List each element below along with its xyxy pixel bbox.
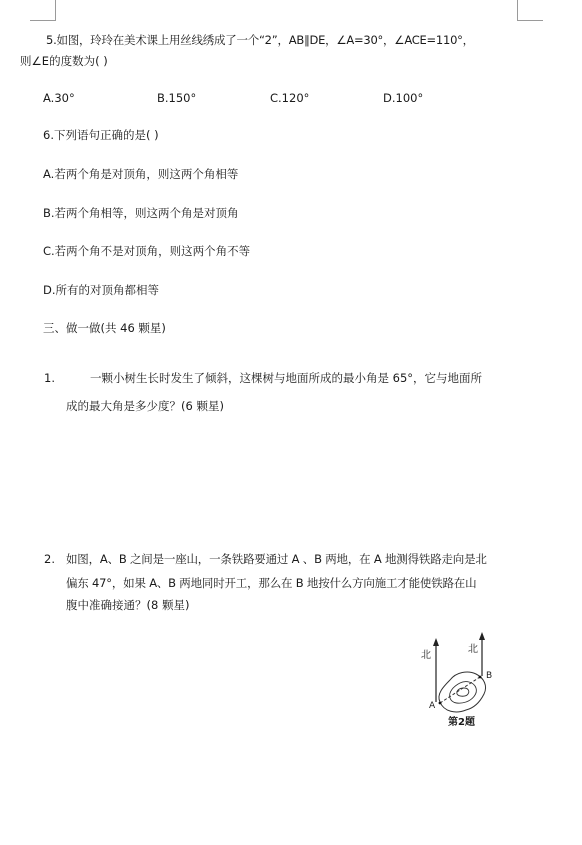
mountain-contour-middle bbox=[450, 682, 477, 704]
point-b-label: B bbox=[486, 671, 493, 681]
problem-1-line1: 一颗小树生长时发生了倾斜，这棵树与地面所成的最小角是 65°，它与地面所 bbox=[90, 371, 483, 385]
problem-2-number: 2. bbox=[44, 552, 55, 566]
crop-mark-right-vertical bbox=[517, 0, 518, 20]
q5-option-a: A.30° bbox=[43, 91, 75, 105]
mountain-contour-peak bbox=[457, 688, 469, 696]
section-3-title: 三、做一做(共 46 颗星) bbox=[43, 321, 166, 335]
q6-option-b: B.若两个角相等，则这两个角是对顶角 bbox=[43, 206, 239, 220]
q5-option-b: B.150° bbox=[157, 91, 197, 105]
point-b-dot bbox=[479, 676, 482, 679]
q5-option-d: D.100° bbox=[383, 91, 424, 105]
q5-line1: 5.如图，玲玲在美术课上用丝线绣成了一个“2”，AB∥DE，∠A=30°，∠ACE=110°， bbox=[46, 33, 474, 47]
problem-1-line2: 成的最大角是多少度？(6 颗星) bbox=[66, 399, 224, 413]
railway-line bbox=[440, 677, 480, 703]
q6-option-a: A.若两个角是对顶角，则这两个角相等 bbox=[43, 167, 239, 181]
q5-option-c: C.120° bbox=[270, 91, 310, 105]
problem-2-line3: 腹中准确接通？(8 颗星) bbox=[66, 598, 190, 612]
q6-option-d: D.所有的对顶角都相等 bbox=[43, 283, 160, 297]
north-arrowhead-b bbox=[479, 632, 485, 640]
point-a-dot bbox=[439, 702, 442, 705]
figure-caption: 第2题 bbox=[448, 717, 475, 728]
point-a-label: A bbox=[429, 701, 436, 711]
crop-mark-left-vertical bbox=[55, 0, 56, 20]
q5-line2: 则∠E的度数为( ) bbox=[20, 54, 108, 68]
q6-stem: 6.下列语句正确的是( ) bbox=[43, 128, 159, 142]
north-label-a: 北 bbox=[421, 650, 431, 661]
problem-1-number: 1. bbox=[44, 371, 55, 385]
problem-2-line2: 偏东 47°，如果 A、B 两地同时开工，那么在 B 地按什么方向施工才能使铁路在山 bbox=[66, 576, 477, 590]
problem-2-line1: 如图，A、B 之间是一座山，一条铁路要通过 A 、B 两地，在 A 地测得铁路走向是北 bbox=[66, 552, 487, 566]
crop-mark-right-horizontal bbox=[517, 20, 543, 21]
north-arrowhead-a bbox=[433, 638, 439, 646]
q6-option-c: C.若两个角不是对顶角，则这两个角不等 bbox=[43, 244, 251, 258]
crop-mark-left-horizontal bbox=[30, 20, 56, 21]
north-label-b: 北 bbox=[468, 644, 478, 655]
